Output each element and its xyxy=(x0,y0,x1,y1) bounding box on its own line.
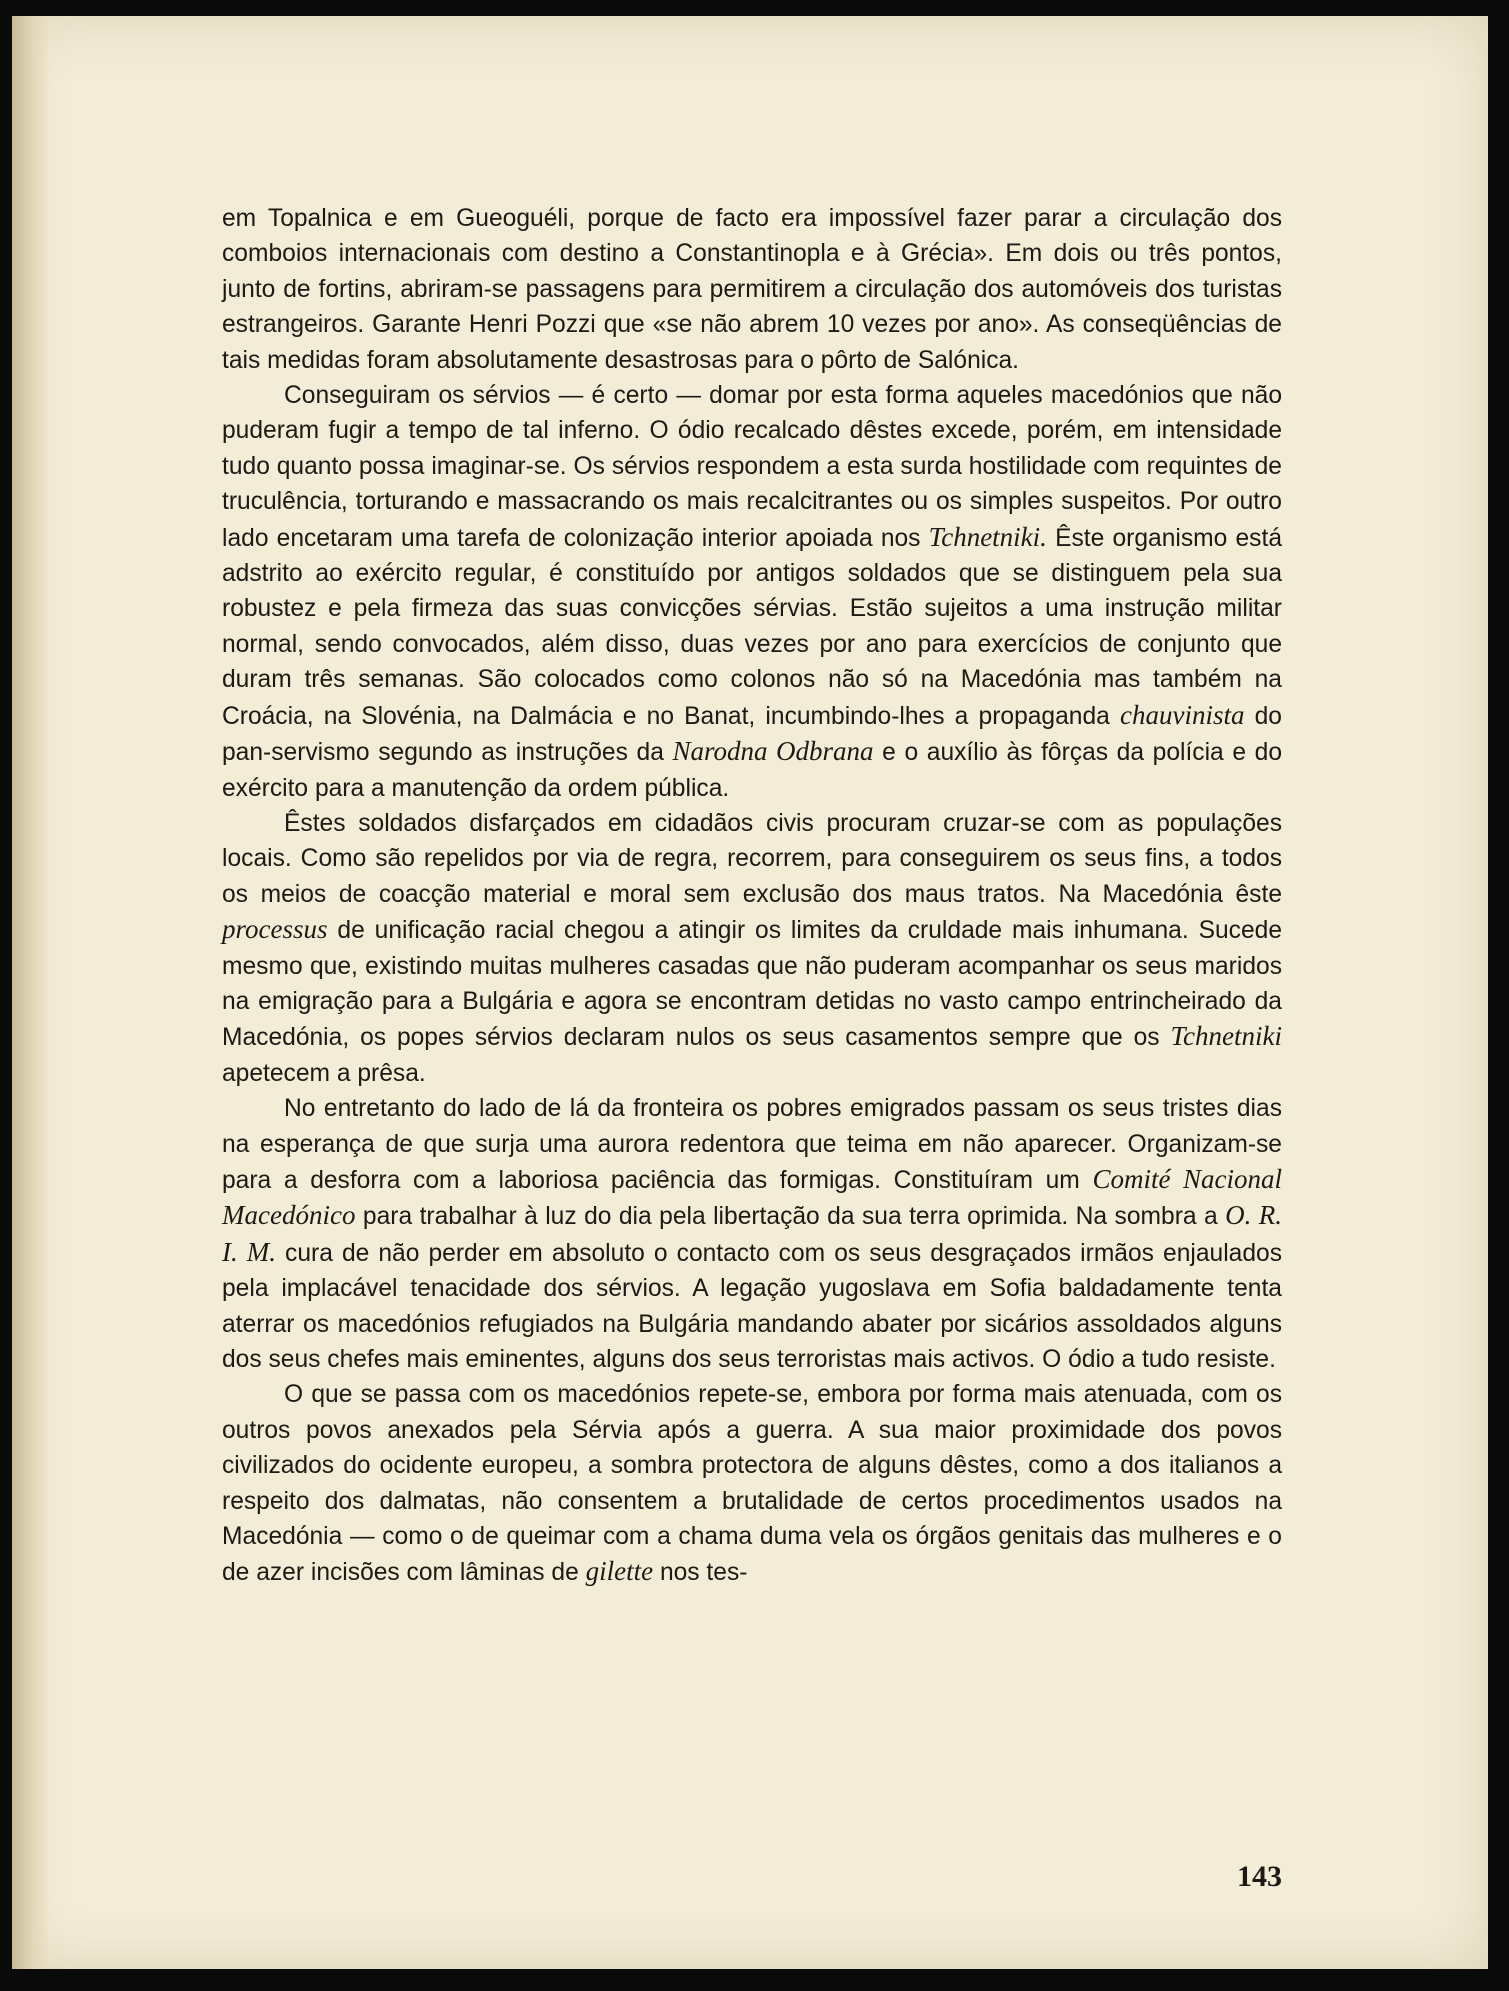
italic-term: Comité Nacional Macedónico xyxy=(222,1163,1282,1231)
italic-term: O. R. I. M. xyxy=(222,1200,1282,1267)
paragraph xyxy=(222,1091,1282,1377)
page-gutter-shadow xyxy=(12,16,50,1969)
paragraph xyxy=(222,201,1282,378)
text-segment: apetecem a prêsa. xyxy=(222,1059,426,1087)
page-number: 143 xyxy=(1237,1860,1282,1893)
text-segment: Êstes soldados disfarçados em cidadãos civis procuram cruzar-se com as populações locais. Como são repelidos por via de regra, recorrem, para conseguirem os seus fins, a todos os meios de coacção material e moral sem exclusão dos maus tratos. Na Macedónia êste xyxy=(222,809,1282,908)
paragraph xyxy=(222,1377,1282,1590)
text-segment: cura de não perder em absoluto o contacto com os seus desgraçados irmãos enjaulados pela implacável tenacidade dos sérvios. A legação yugoslava em Sofia baldadamente tenta aterrar os macedónios refugiados na Bulgária mandando abater por sicários assoldados alguns dos seus chefes mais eminentes, alguns dos seus terroristas mais activos. O ódio a tudo resiste. xyxy=(222,1239,1282,1373)
paragraph xyxy=(222,806,1282,1091)
text-segment: No entretanto do lado de lá da fronteira os pobres emigrados passam os seus tristes dias na esperança de que surja uma aurora redentora que teima em não aparecer. Organizam-se para a desforra com a laboriosa paciência das formigas. Constituíram um xyxy=(222,1095,1282,1194)
text-segment: Êste organismo está adstrito ao exército regular, é constituído por antigos soldados que se distinguem pela sua robustez e pela firmeza das suas convicções sérvias. Estão sujeitos a uma instrução militar normal, sendo convocados, além disso, duas vezes por ano para exercícios de conjunto que duram três semanas. São colocados como colonos não só na Macedónia mas também na Croácia, na Slovénia, na Dalmácia e no Banat, incumbindo-lhes a propaganda xyxy=(222,524,1282,730)
italic-term: Narodna Odbrana xyxy=(672,736,874,767)
text-segment: Conseguiram os sérvios — é certo — domar por esta forma aqueles macedónios que não puderam fugir a tempo de tal inferno. O ódio recalcado dêstes excede, porém, em intensidade tudo quanto possa imaginar-se. Os sérvios respondem a esta surda hostilidade com requintes de truculência, torturando e massacrando os mais recalcitrantes ou os simples suspeitos. Por outro lado encetaram uma tarefa de colonização interior apoiada nos xyxy=(222,382,1282,552)
body-text xyxy=(222,201,1282,1591)
italic-term: Tchnetniki xyxy=(1170,1021,1282,1052)
text-segment: e o auxílio às fôrças da polícia e do exército para a manutenção da ordem pública. xyxy=(222,739,1283,802)
text-segment: O que se passa com os macedónios repete-se, embora por forma mais atenuada, com os outros povos anexados pela Sérvia após a guerra. A sua maior proximidade dos povos civilizados do ocidente europeu, a sombra protectora de alguns dêstes, como a dos italianos a respeito dos dalmatas, não consentem a brutalidade de certos procedimentos usados na Macedónia — como o de queimar com a chama duma vela os órgãos genitais das mulheres e o de azer incisões com lâminas de xyxy=(222,1381,1282,1587)
text-segment: nos tes- xyxy=(653,1559,748,1587)
text-segment: de unificação racial chegou a atingir os limites da cruldade mais inhumana. Sucede mesmo que, existindo muitas mulheres casadas que não puderam acompanhar os seus maridos na emigração para a Bulgária e agora se encontram detidas no vasto campo entrincheirado da Macedónia, os popes sérvios declaram nulos os seus casamentos sempre que os xyxy=(222,917,1282,1052)
italic-term: gilette xyxy=(585,1556,654,1587)
italic-term: Tchnetniki. xyxy=(928,521,1047,552)
italic-term: processus xyxy=(222,914,328,945)
italic-term: chauvinista xyxy=(1119,699,1245,730)
book-page xyxy=(12,16,1488,1969)
paragraph xyxy=(222,378,1282,806)
text-segment: do pan-servismo segundo as instruções da xyxy=(222,702,1282,767)
text-segment: para trabalhar à luz do dia pela libertação da sua terra oprimida. Na sombra a xyxy=(355,1203,1226,1231)
text-segment: em Topalnica e em Gueoguéli, porque de facto era impossível fazer parar a circulação dos comboios internacionais com destino a Constantinopla e à Grécia». Em dois ou três pontos, junto de fortins, abriram-se passagens para permitirem a circulação dos automóveis dos turistas estrangeiros. Garante Henri Pozzi que «se não abrem 10 vezes por ano». As conseqüências de tais medidas foram absolutamente desastrosas para o pôrto de Salónica. xyxy=(222,205,1282,374)
